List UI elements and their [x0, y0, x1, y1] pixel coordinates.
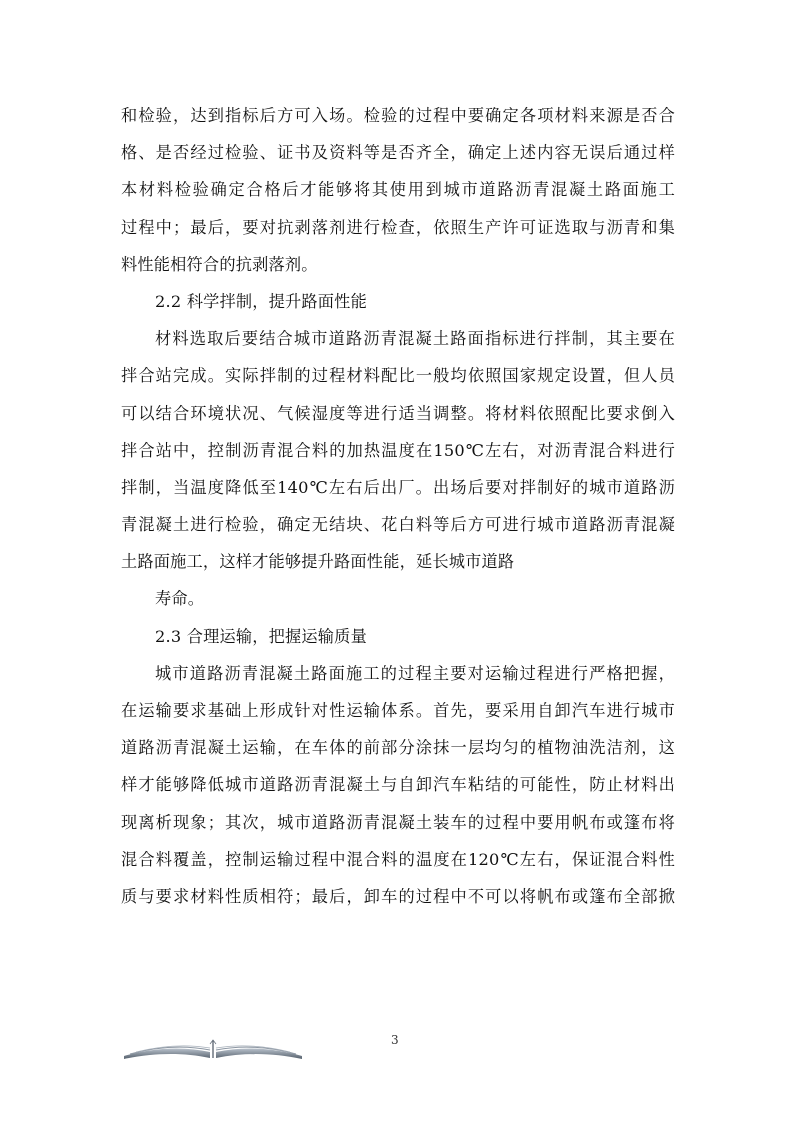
- text-line: 土路面施工，这样才能够提升路面性能，延长城市道路: [121, 552, 515, 572]
- text-line: 混合料覆盖，控制运输过程中混合料的温度在120℃左右，保证混合料性: [121, 849, 675, 869]
- body-text: [121, 97, 675, 915]
- text-line: 青混凝土进行检验，确定无结块、花白料等后方可进行城市道路沥青混凝: [121, 515, 675, 535]
- text-line: 过程中；最后，要对抗剥落剂进行检查，依照生产许可证选取与沥青和集: [121, 217, 675, 237]
- text-line: 可以结合环境状况、气候湿度等进行适当调整。将材料依照配比要求倒入: [121, 403, 675, 423]
- page-number: 3: [391, 1033, 399, 1047]
- text-line: 道路沥青混凝土运输，在车体的前部分涂抹一层均匀的植物油洗洁剂，这: [121, 738, 675, 758]
- text-line: 城市道路沥青混凝土路面施工的过程主要对运输过程进行严格把握，: [155, 663, 675, 683]
- text-line: 格、是否经过检验、证书及资料等是否齐全，确定上述内容无误后通过样: [121, 143, 675, 163]
- text-line: 本材料检验确定合格后才能够将其使用到城市道路沥青混凝土路面施工: [121, 180, 675, 200]
- text-line: 拌合站完成。实际拌制的过程材料配比一般均依照国家规定设置，但人员: [121, 366, 675, 386]
- section-heading: 2.3 合理运输，把握运输质量: [155, 626, 367, 646]
- text-line: 质与要求材料性质相符；最后，卸车的过程中不可以将帆布或篷布全部掀: [121, 886, 675, 906]
- open-book-icon: [122, 1036, 304, 1060]
- text-line: 现离析现象；其次，城市道路沥青混凝土装车的过程中要用帆布或篷布将: [121, 812, 675, 832]
- text-line: 样才能够降低城市道路沥青混凝土与自卸汽车粘结的可能性，防止材料出: [121, 775, 675, 795]
- text-line: 和检验，达到指标后方可入场。检验的过程中要确定各项材料来源是否合: [121, 106, 675, 125]
- section-heading: 2.2 科学拌制，提升路面性能: [155, 291, 367, 311]
- text-line: 拌合站中，控制沥青混合料的加热温度在150℃左右，对沥青混合料进行: [121, 440, 675, 460]
- text-line: 寿命。: [155, 589, 205, 609]
- text-line: 料性能相符合的抗剥落剂。: [121, 254, 318, 274]
- text-line: 在运输要求基础上形成针对性运输体系。首先，要采用自卸汽车进行城市: [121, 701, 675, 720]
- text-line: 材料选取后要结合城市道路沥青混凝土路面指标进行拌制，其主要在: [155, 329, 675, 349]
- text-line: 拌制，当温度降低至140℃左右后出厂。出场后要对拌制好的城市道路沥: [121, 477, 675, 497]
